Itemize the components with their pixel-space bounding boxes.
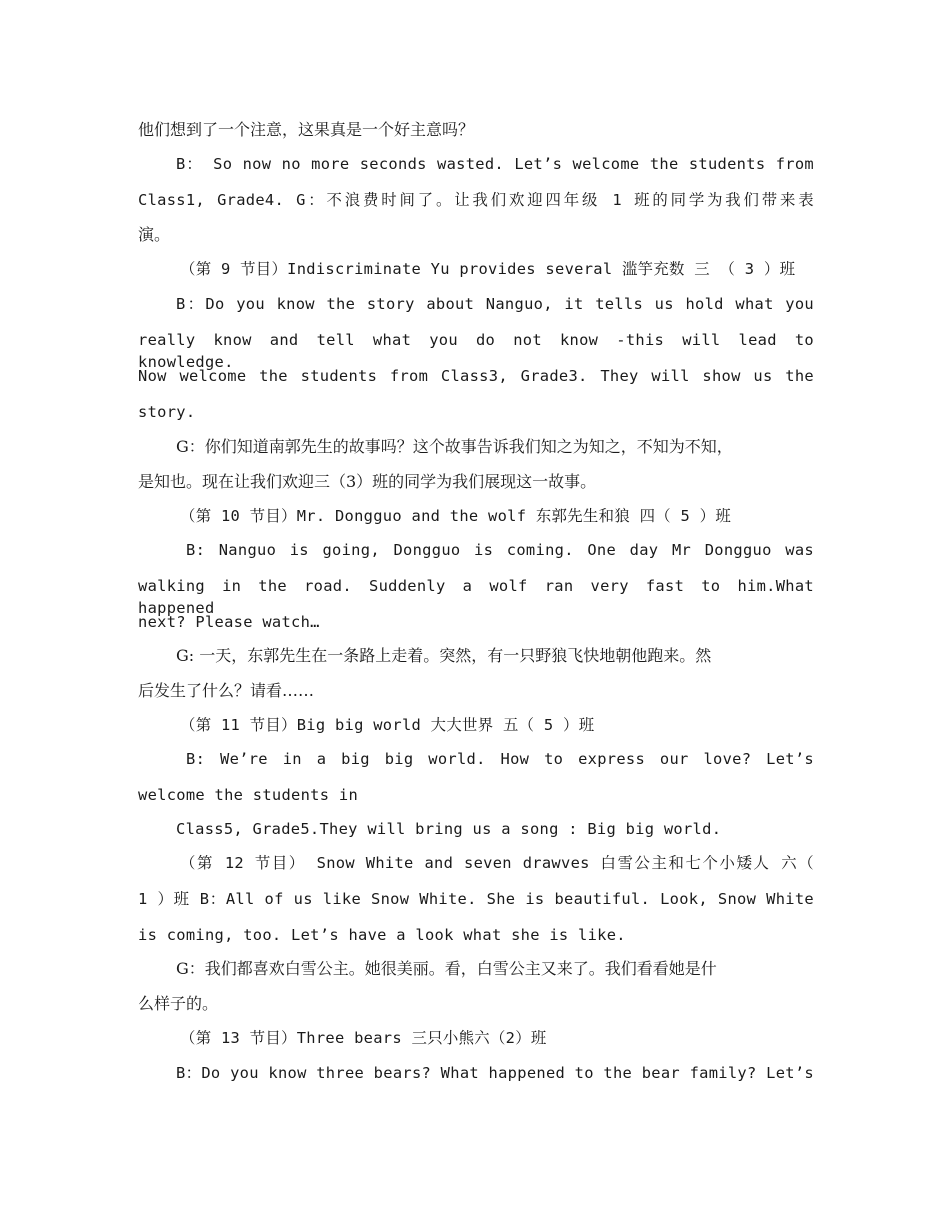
section-heading: （第 13 节目）Three bears 三只小熊六（2）班 [180,1029,547,1047]
text-line: Now welcome the students from Class3, Grade3. They will show us the [138,367,814,385]
text-line: G：你们知道南郭先生的故事吗？这个故事告诉我们知之为知之，不知为不知， [176,437,733,456]
text-line: B： So now no more seconds wasted. Let’s welcome the students from [176,155,814,173]
text-line: Class5, Grade5.They will bring us a song : Big big world. [176,820,722,838]
text-line: welcome the students in [138,786,359,804]
text-line: 演。 [138,225,171,244]
text-line: B：Do you know three bears? What happened to the bear family? Let’s [176,1064,814,1082]
text-line: 是知也。现在让我们欢迎三（3）班的同学为我们展现这一故事。 [138,472,597,491]
text-line: B: Nanguo is going, Dongguo is coming. One day Mr Dongguo was [186,541,814,559]
section-heading: （第 12 节目） Snow White and seven drawves 白雪公主和七个小矮人 六（ [180,854,814,872]
text-line: is coming, too. Let’s have a look what she is like. [138,926,626,944]
text-line: 后发生了什么？请看…… [138,681,315,700]
section-heading: （第 11 节目）Big big world 大大世界 五（ 5 ）班 [180,716,595,734]
text-line: 么样子的。 [138,994,219,1013]
text-line: really know and tell what you do not know -this will lead to knowledge. [138,331,814,371]
section-heading: （第 10 节目）Mr. Dongguo and the wolf 东郭先生和狼 四（ 5 ）班 [180,507,732,525]
text-line: 他们想到了一个注意，这果真是一个好主意吗？ [138,120,475,139]
section-heading: （第 9 节目）Indiscriminate Yu provides several 滥竽充数 三 （ 3 ）班 [180,260,796,278]
text-line: next? Please watch… [138,613,320,631]
text-line: Class1, Grade4. G：不浪费时间了。让我们欢迎四年级 1 班的同学为我们带来表 [138,191,814,209]
text-line: 1 ）班 B：All of us like Snow White. She is beautiful. Look, Snow White [138,890,814,908]
text-line: walking in the road. Suddenly a wolf ran very fast to him.What happened [138,577,814,617]
text-line: B: We’re in a big big world. How to express our love? Let’s [186,750,814,768]
text-line: story. [138,403,196,421]
text-line: B：Do you know the story about Nanguo, it tells us hold what you [176,295,814,313]
text-line: G：我们都喜欢白雪公主。她很美丽。看，白雪公主又来了。我们看看她是什 [176,959,717,978]
text-line: G: 一天，东郭先生在一条路上走着。突然，有一只野狼飞快地朝他跑来。然 [176,646,712,665]
